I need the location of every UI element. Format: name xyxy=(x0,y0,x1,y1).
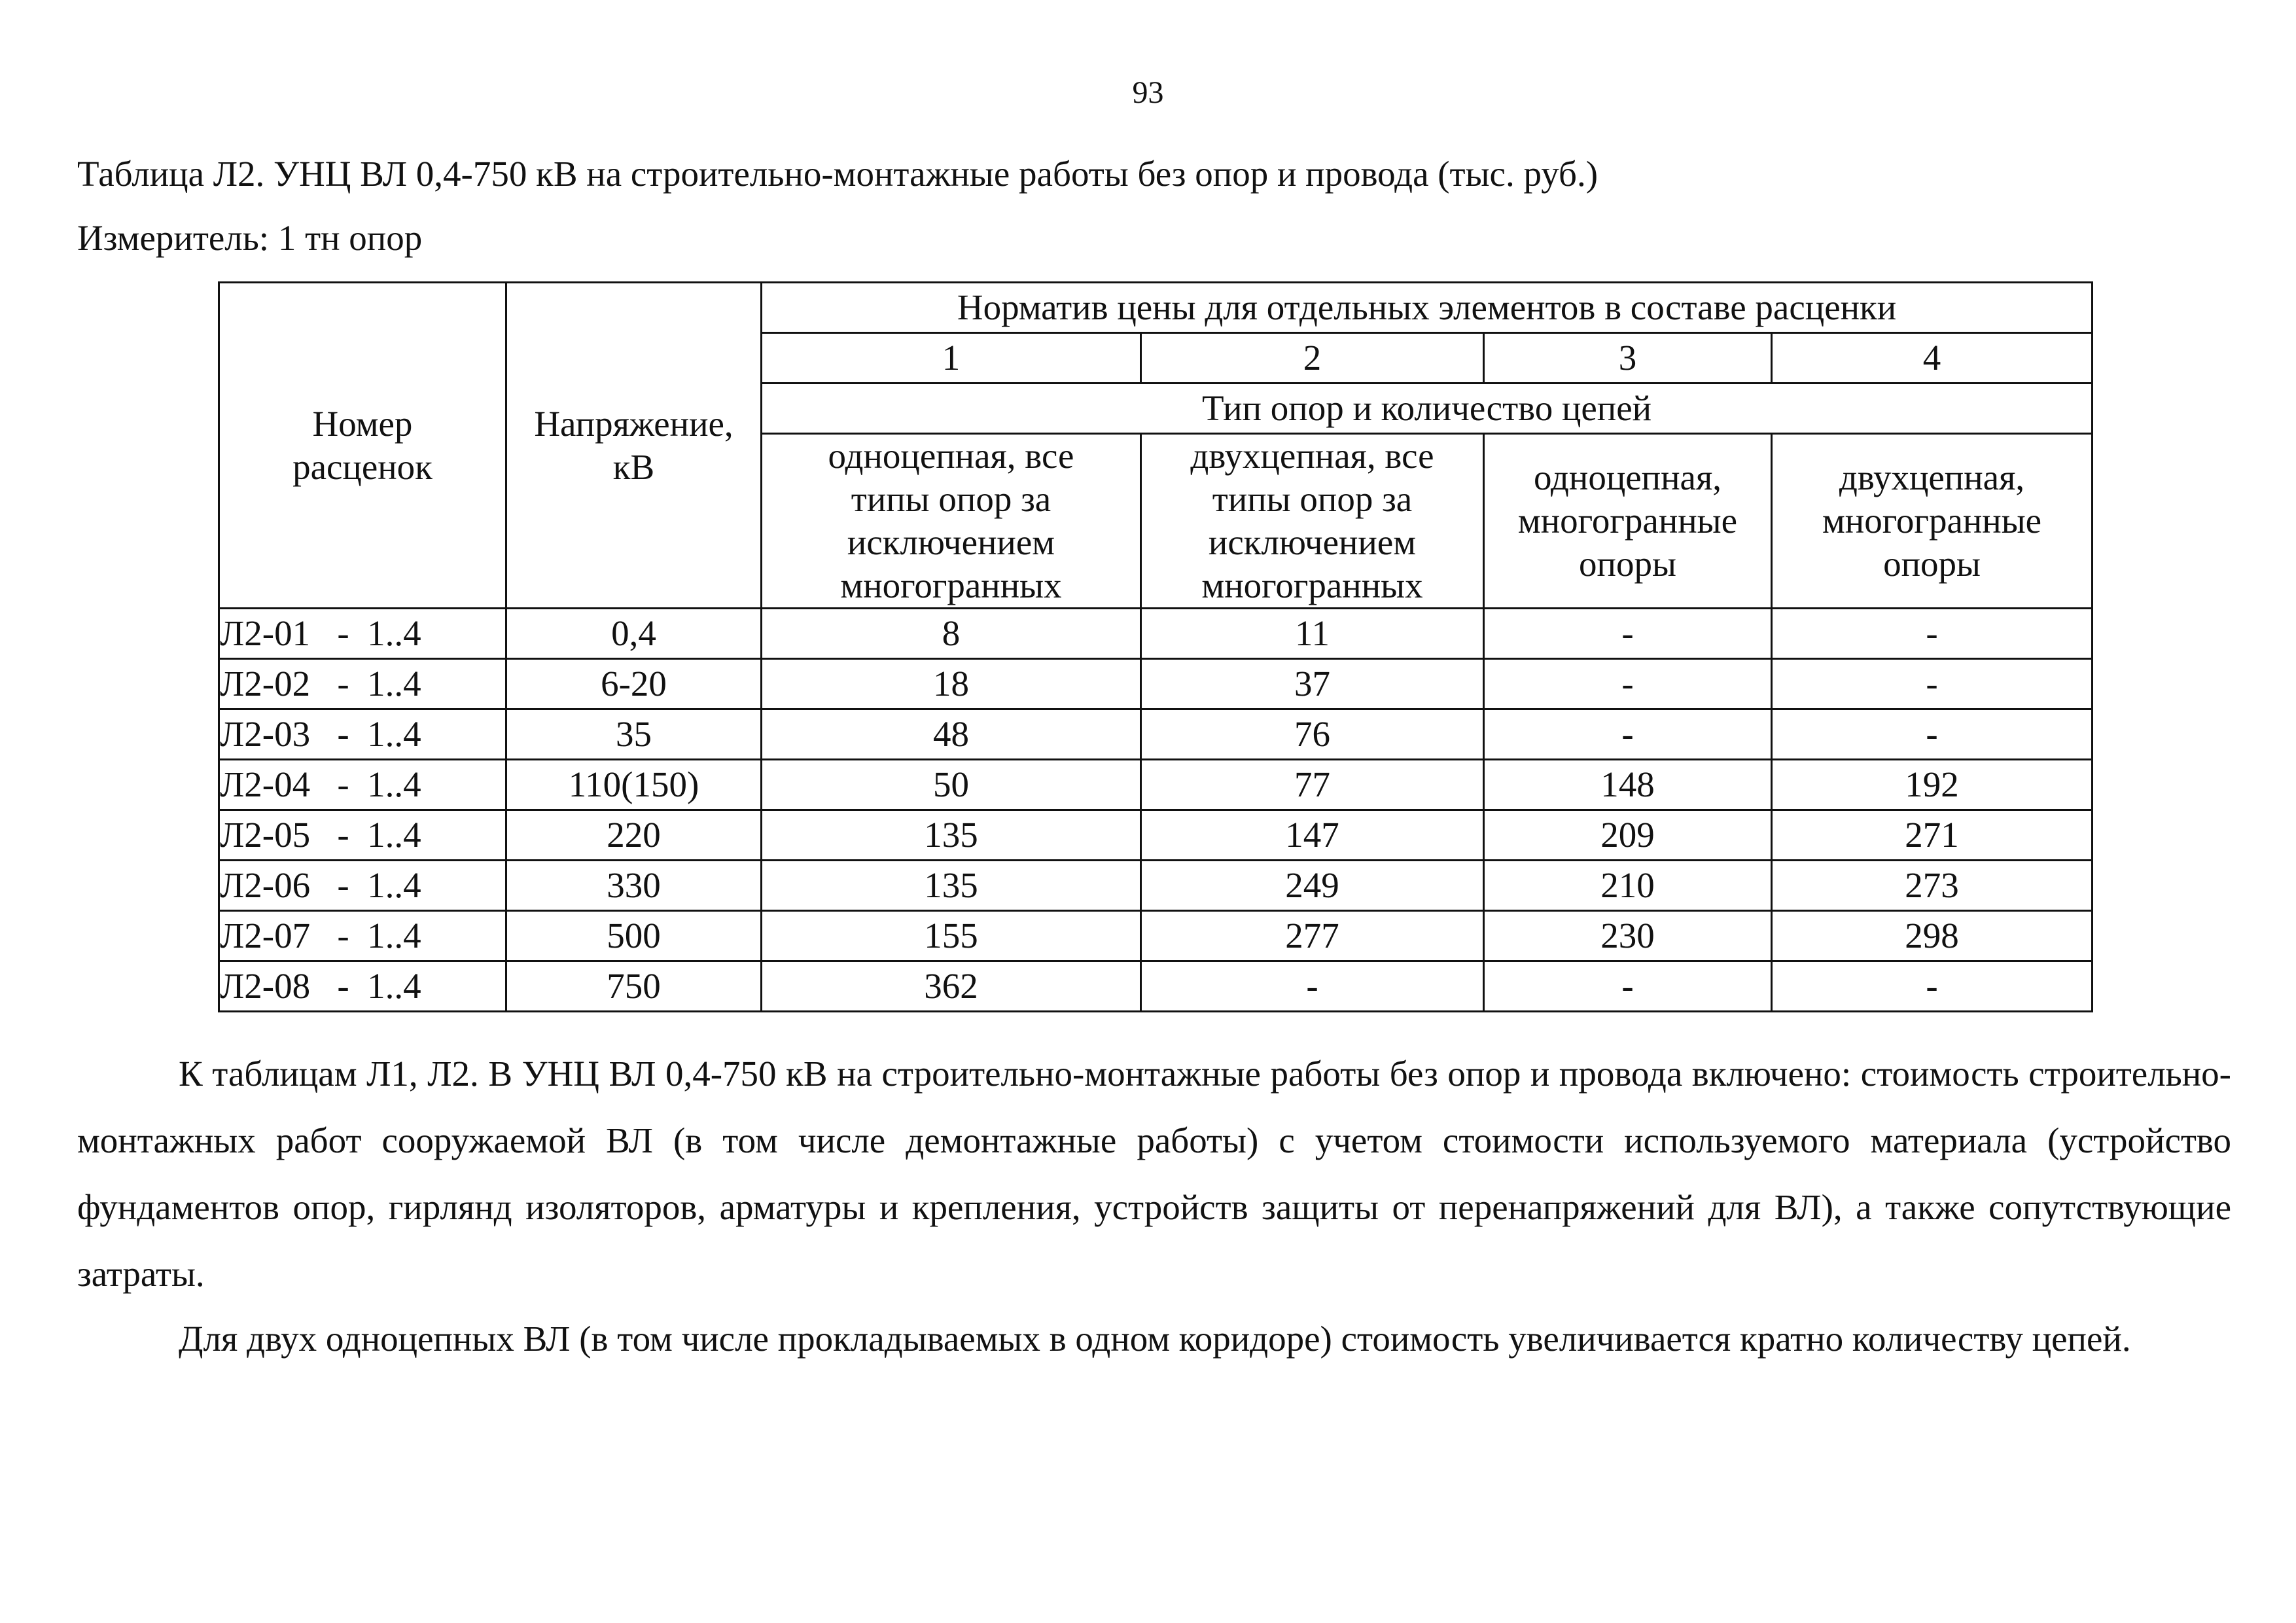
row-code: Л2-02 - 1..4 xyxy=(219,659,506,709)
row-value-3: 230 xyxy=(1484,911,1772,961)
header-col-type: двухцепная, все типы опор за исключением многогранных xyxy=(1141,434,1484,609)
header-voltage: Напряжение, кВ xyxy=(506,283,762,609)
row-value-2: 76 xyxy=(1141,709,1484,760)
row-value-4: 192 xyxy=(1772,760,2093,810)
table-row xyxy=(219,709,2093,760)
row-voltage: 35 xyxy=(506,709,762,760)
row-value-3: - xyxy=(1484,709,1772,760)
row-value-1: 135 xyxy=(762,861,1141,911)
row-value-4: - xyxy=(1772,659,2093,709)
table-row xyxy=(219,861,2093,911)
table-row xyxy=(219,609,2093,659)
table-title: Таблица Л2. УНЦ ВЛ 0,4-750 кВ на строительно-монтажные работы без опор и провода (тыс. руб.) xyxy=(77,154,1598,194)
row-value-1: 18 xyxy=(762,659,1141,709)
row-value-4: - xyxy=(1772,709,2093,760)
row-value-4: 271 xyxy=(1772,810,2093,861)
row-code: Л2-01 - 1..4 xyxy=(219,609,506,659)
page-number: 93 xyxy=(1132,75,1164,110)
header-col-number: 4 xyxy=(1772,333,2093,383)
table-unit: Измеритель: 1 тн опор xyxy=(77,218,423,258)
row-value-1: 8 xyxy=(762,609,1141,659)
header-col-type: одноцепная, многогранные опоры xyxy=(1484,434,1772,609)
header-col-number: 2 xyxy=(1141,333,1484,383)
row-value-4: 298 xyxy=(1772,911,2093,961)
row-value-3: 148 xyxy=(1484,760,1772,810)
row-voltage: 330 xyxy=(506,861,762,911)
header-col-type: двухцепная, многогранные опоры xyxy=(1772,434,2093,609)
header-col-type: одноцепная, все типы опор за исключением многогранных xyxy=(762,434,1141,609)
row-voltage: 0,4 xyxy=(506,609,762,659)
row-value-1: 50 xyxy=(762,760,1141,810)
header-group-title: Норматив цены для отдельных элементов в составе расценки xyxy=(762,283,2093,333)
row-value-4: - xyxy=(1772,609,2093,659)
table-row xyxy=(219,810,2093,861)
row-value-3: - xyxy=(1484,609,1772,659)
row-value-4: 273 xyxy=(1772,861,2093,911)
row-value-1: 362 xyxy=(762,961,1141,1012)
row-voltage: 220 xyxy=(506,810,762,861)
table-row xyxy=(219,961,2093,1012)
row-value-2: - xyxy=(1141,961,1484,1012)
row-voltage: 750 xyxy=(506,961,762,1012)
header-type-title: Тип опор и количество цепей xyxy=(762,383,2093,434)
row-code: Л2-08 - 1..4 xyxy=(219,961,506,1012)
table-row xyxy=(219,760,2093,810)
header-row-group xyxy=(219,283,2093,333)
row-value-2: 11 xyxy=(1141,609,1484,659)
row-voltage: 110(150) xyxy=(506,760,762,810)
row-code: Л2-05 - 1..4 xyxy=(219,810,506,861)
row-value-4: - xyxy=(1772,961,2093,1012)
row-value-3: 209 xyxy=(1484,810,1772,861)
row-value-2: 37 xyxy=(1141,659,1484,709)
row-value-2: 277 xyxy=(1141,911,1484,961)
row-value-2: 249 xyxy=(1141,861,1484,911)
row-value-1: 48 xyxy=(762,709,1141,760)
row-value-2: 147 xyxy=(1141,810,1484,861)
row-code: Л2-06 - 1..4 xyxy=(219,861,506,911)
header-code: Номер расценок xyxy=(219,283,506,609)
note-paragraph-1: К таблицам Л1, Л2. В УНЦ ВЛ 0,4-750 кВ на строительно-монтажные работы без опор и провода включено: стоимость строительно-монтажных работ сооружаемой ВЛ (в том числе демонтажные работы) с учетом стоимости используемого материала (устройство фундаментов опор, гирлянд изоляторов, арматуры и крепления, устройств защиты от перенапряжений для ВЛ), а также сопутствующие затраты. xyxy=(77,1054,2231,1294)
row-voltage: 500 xyxy=(506,911,762,961)
row-voltage: 6-20 xyxy=(506,659,762,709)
table-row xyxy=(219,659,2093,709)
row-value-1: 135 xyxy=(762,810,1141,861)
row-code: Л2-07 - 1..4 xyxy=(219,911,506,961)
header-col-number: 3 xyxy=(1484,333,1772,383)
note-paragraph-2: Для двух одноцепных ВЛ (в том числе прокладываемых в одном коридоре) стоимость увеличивается кратно количеству цепей. xyxy=(179,1319,2131,1359)
row-value-3: - xyxy=(1484,659,1772,709)
table-row xyxy=(219,911,2093,961)
row-value-3: - xyxy=(1484,961,1772,1012)
row-value-1: 155 xyxy=(762,911,1141,961)
row-value-3: 210 xyxy=(1484,861,1772,911)
row-code: Л2-03 - 1..4 xyxy=(219,709,506,760)
header-col-number: 1 xyxy=(762,333,1141,383)
row-code: Л2-04 - 1..4 xyxy=(219,760,506,810)
rates-table xyxy=(218,281,2093,1012)
row-value-2: 77 xyxy=(1141,760,1484,810)
